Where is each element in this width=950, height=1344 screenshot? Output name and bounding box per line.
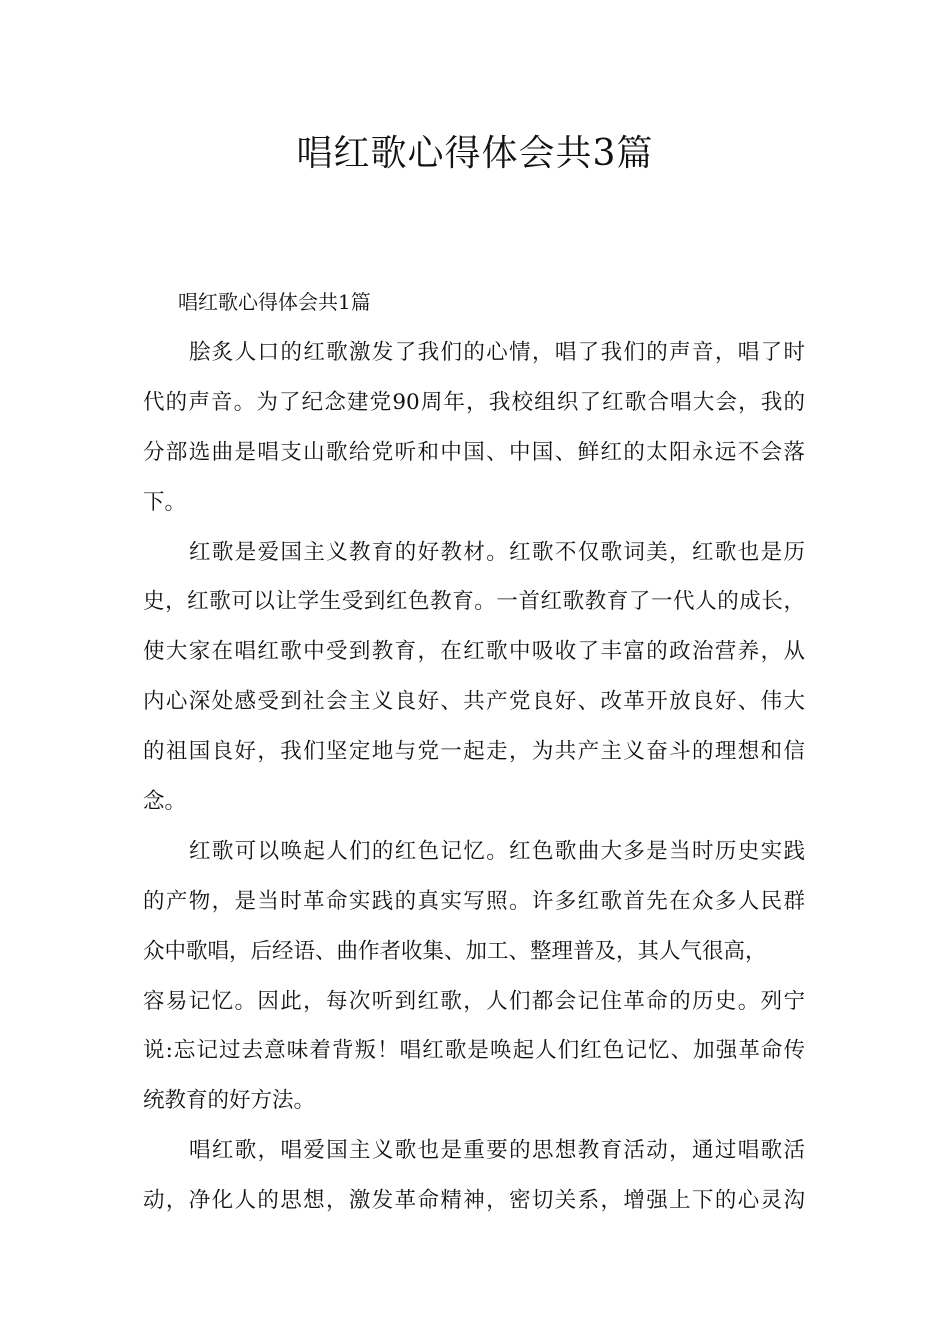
document-body	[143, 328, 805, 1226]
section-heading: 唱红歌心得体会共1篇	[178, 290, 371, 314]
text-line: 众中歌唱，后经语、曲作者收集、加工、整理普及，其人气很高，	[143, 938, 767, 964]
text-line: 的产物，是当时革命实践的真实写照。许多红歌首先在众多人民群	[143, 888, 805, 914]
text-line: 脍炙人口的红歌激发了我们的心情，唱了我们的声音，唱了时	[189, 340, 805, 365]
text-line: 红歌是爱国主义教育的好教材。红歌不仅歌词美，红歌也是历	[189, 539, 805, 565]
text-line: 念。	[143, 789, 187, 815]
text-line: 使大家在唱红歌中受到教育，在红歌中吸收了丰富的政治营养，从	[143, 639, 805, 665]
text-line: 统教育的好方法。	[143, 1088, 316, 1114]
text-line: 说:忘记过去意味着背叛！唱红歌是唤起人们红色记忆、加强革命传	[143, 1038, 805, 1064]
text-line: 内心深处感受到社会主义良好、共产党良好、改革开放良好、伟大	[143, 689, 805, 715]
text-line: 唱红歌，唱爱国主义歌也是重要的思想教育活动，通过唱歌活	[189, 1138, 805, 1164]
text-line: 的祖国良好，我们坚定地与党一起走，为共产主义奋斗的理想和信	[143, 739, 805, 765]
text-line: 容易记忆。因此，每次听到红歌，人们都会记住革命的历史。列宁	[143, 988, 805, 1014]
document-title: 唱红歌心得体会共3篇	[296, 133, 654, 174]
text-line: 代的声音。为了纪念建党90周年，我校组织了红歌合唱大会，我的	[143, 389, 805, 415]
text-line: 红歌可以唤起人们的红色记忆。红色歌曲大多是当时历史实践	[189, 838, 805, 864]
text-line: 分部选曲是唱支山歌给党听和中国、中国、鲜红的太阳永远不会落	[143, 439, 805, 465]
text-line: 动，净化人的思想，激发革命精神，密切关系，增强上下的心灵沟	[143, 1188, 805, 1214]
text-line: 下。	[143, 489, 187, 515]
text-line: 史，红歌可以让学生受到红色教育。一首红歌教育了一代人的成长，	[143, 589, 805, 615]
